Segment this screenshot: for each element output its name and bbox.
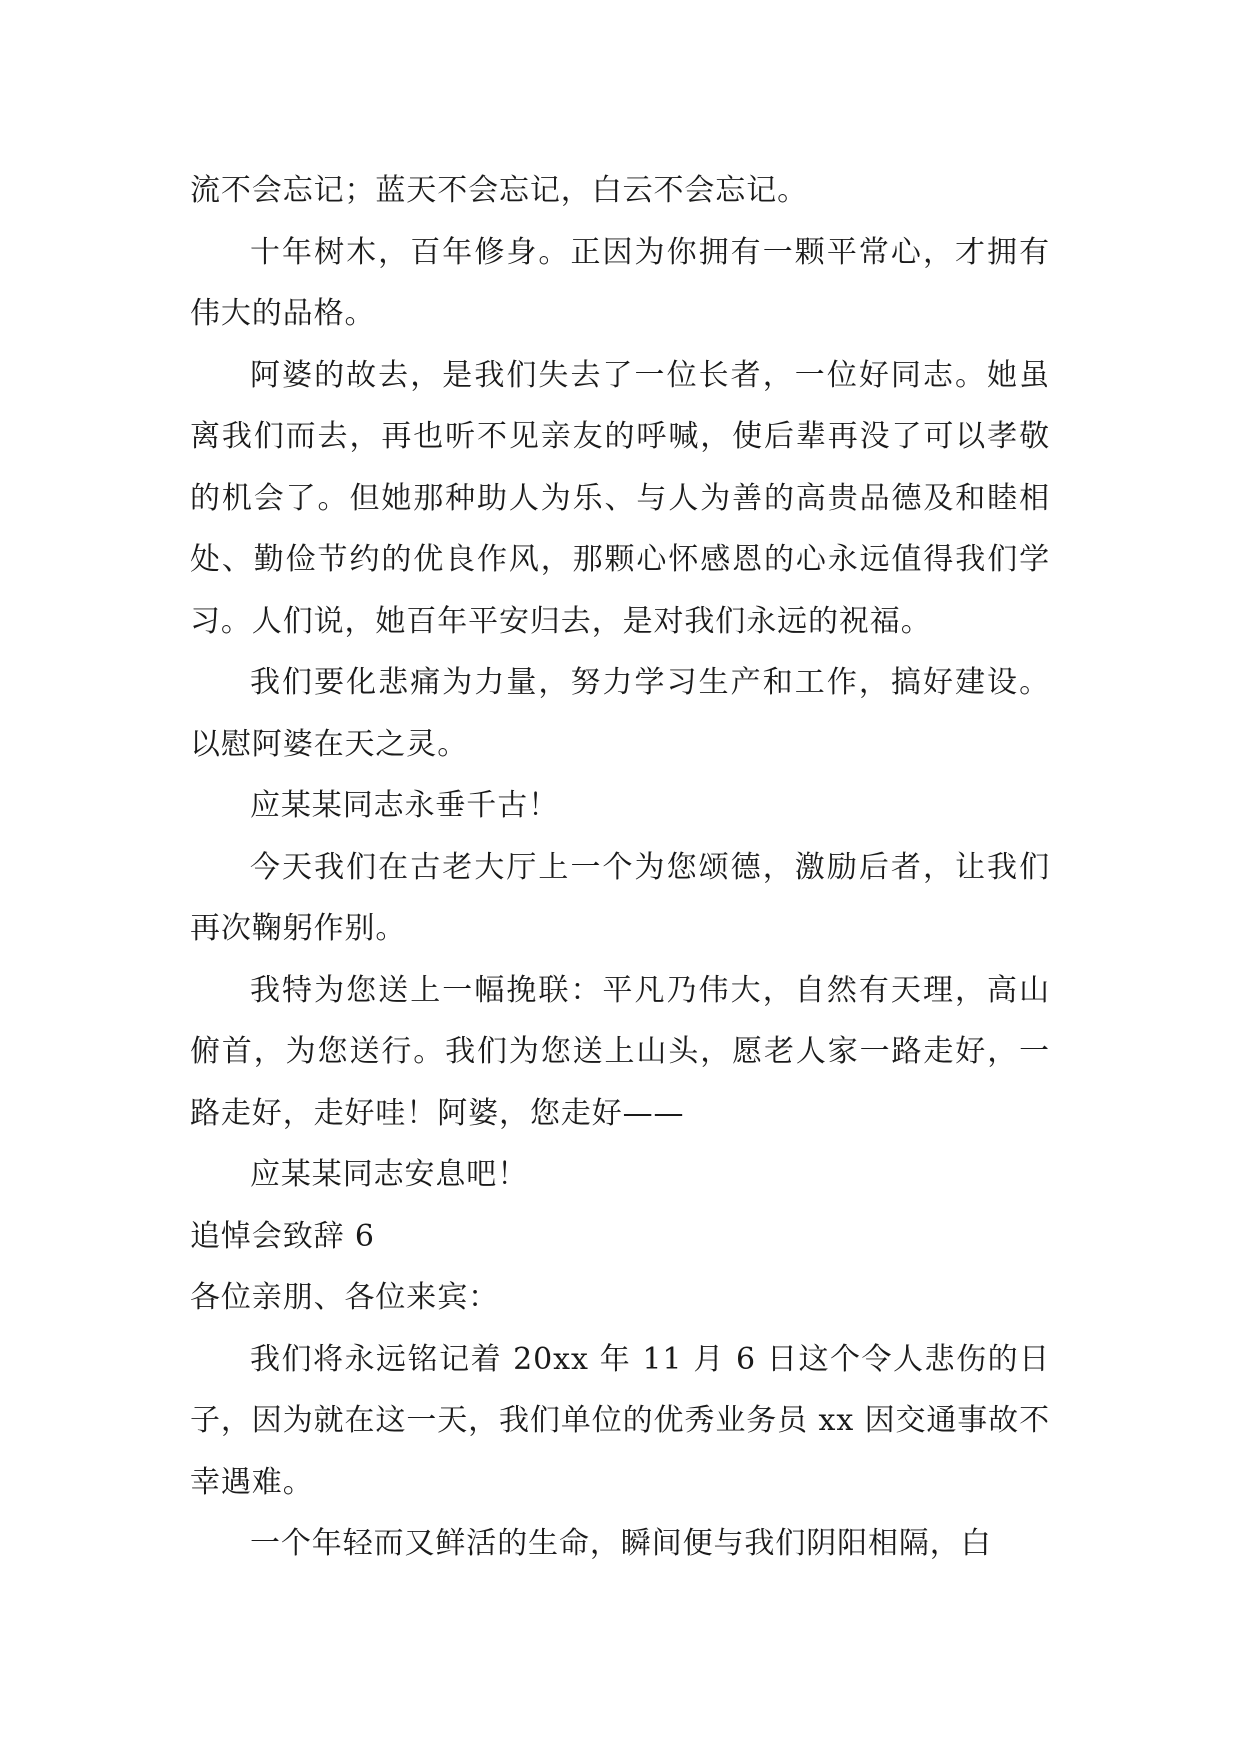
paragraph-7: 我特为您送上一幅挽联：平凡乃伟大，自然有天理，高山俯首，为您送行。我们为您送上山头，愿老人家一路走好，一路走好，走好哇！阿婆，您走好—— bbox=[190, 972, 1050, 1131]
section-heading: 追悼会致辞 6 bbox=[190, 1218, 375, 1254]
paragraph-10: 一个年轻而又鲜活的生命，瞬间便与我们阴阳相隔，白 bbox=[250, 1526, 992, 1561]
paragraph-5: 应某某同志永垂千古！ bbox=[250, 788, 559, 823]
paragraph-9: 我们将永远铭记着 20xx 年 11 月 6 日这个令人悲伤的日子，因为就在这一天，我们单位的优秀业务员 xx 因交通事故不幸遇难。 bbox=[190, 1341, 1050, 1500]
document-body bbox=[190, 160, 1050, 1575]
paragraph-1: 流不会忘记；蓝天不会忘记，白云不会忘记。 bbox=[190, 173, 808, 208]
salutation: 各位亲朋、各位来宾： bbox=[190, 1280, 499, 1315]
paragraph-8: 应某某同志安息吧！ bbox=[250, 1157, 529, 1192]
paragraph-6: 今天我们在古老大厅上一个为您颂德，激励后者，让我们再次鞠躬作别。 bbox=[190, 849, 1050, 946]
paragraph-3: 阿婆的故去，是我们失去了一位长者，一位好同志。她虽离我们而去，再也听不见亲友的呼喊，使后辈再没了可以孝敬的机会了。但她那种助人为乐、与人为善的高贵品德及和睦相处、勤俭节约的优良作风，那颗心怀感恩的心永远值得我们学习。人们说，她百年平安归去，是对我们永远的祝福。 bbox=[190, 357, 1050, 639]
paragraph-4: 我们要化悲痛为力量，努力学习生产和工作，搞好建设。以慰阿婆在天之灵。 bbox=[190, 665, 1050, 762]
paragraph-2: 十年树木，百年修身。正因为你拥有一颗平常心，才拥有伟大的品格。 bbox=[190, 234, 1050, 331]
